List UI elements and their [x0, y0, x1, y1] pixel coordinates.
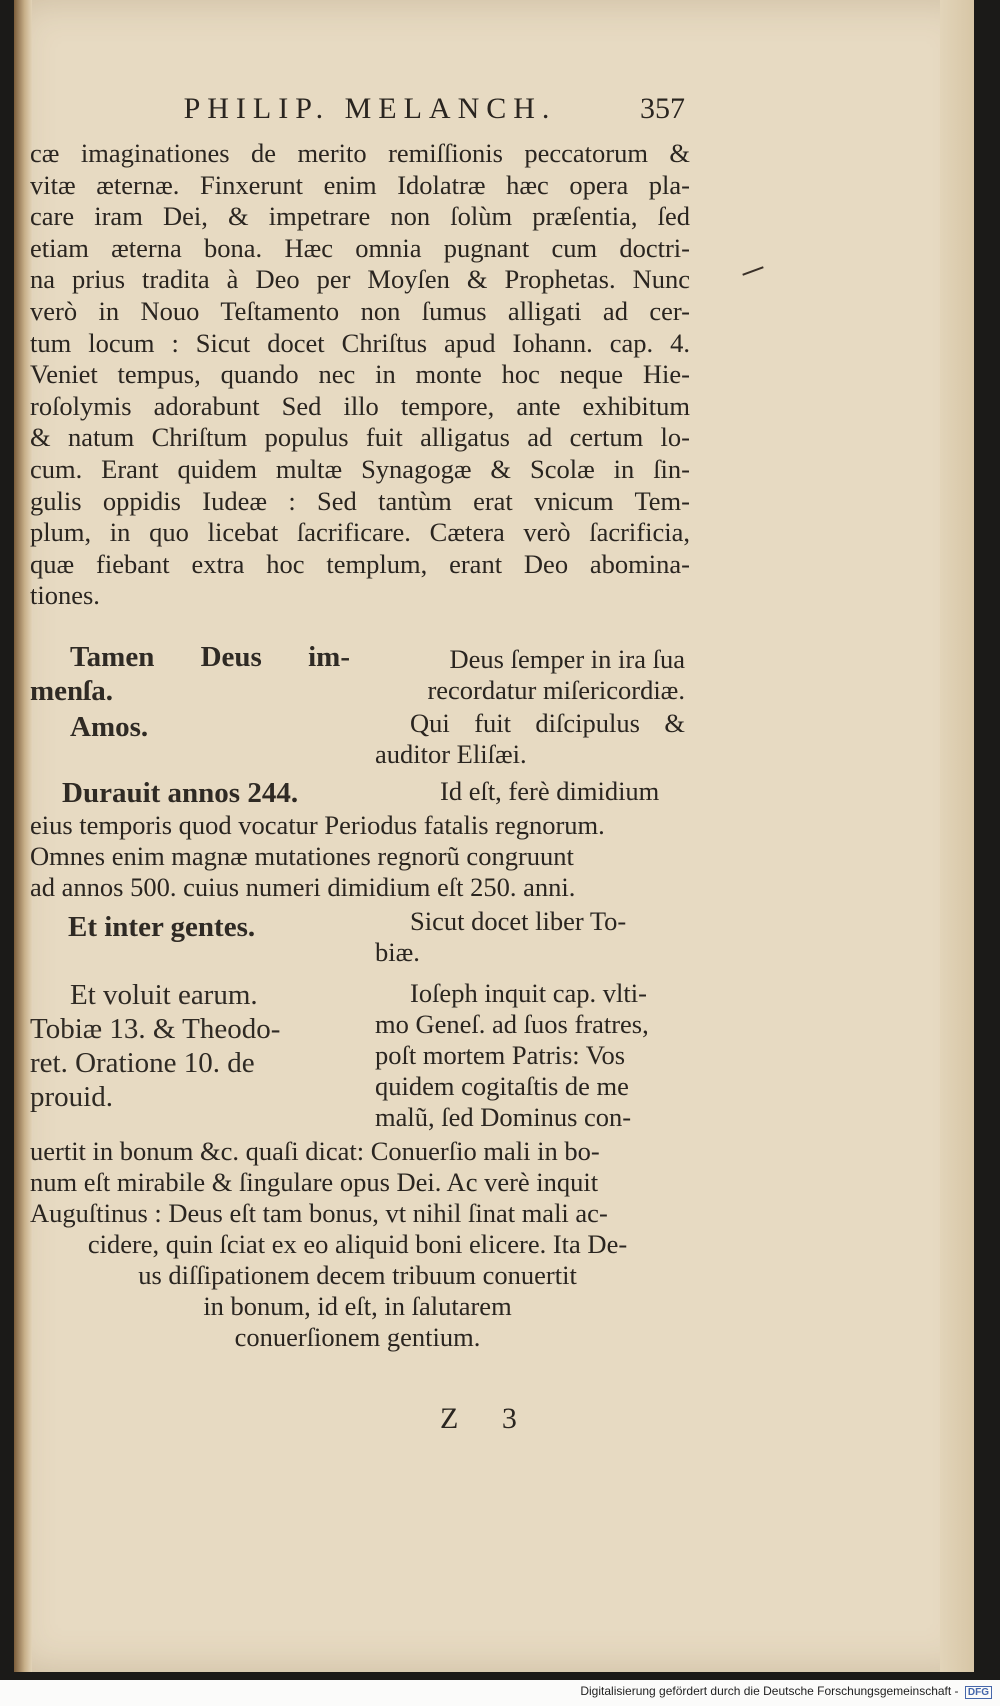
- body-line: vitæ æternæ. Finxerunt enim Idolatræ hæc opera pla-: [30, 169, 690, 200]
- leaf-edge: [940, 0, 974, 1672]
- body-line: quæ fiebant extra hoc templum, erant Deo abomina-: [30, 548, 690, 579]
- note-gloss: Deus ſemper in ira ſua recordatur miſericordiæ.: [427, 644, 685, 705]
- body-line: gulis oppidis Iudeæ : Sed tantùm erat vnicum Tem-: [30, 485, 690, 516]
- body-line: care iram Dei, & impetrare non ſolùm præſentia, ſed: [30, 201, 690, 232]
- note-gloss: Ioſeph inquit cap. vlti- mo Geneſ. ad ſuos fratres, poſt mortem Patris: Vos quidem cogitaſtis de me malũ, ſed Dominus con-: [375, 978, 649, 1132]
- running-head: PHILIP. MELANCH.: [183, 92, 557, 125]
- body-text: [30, 138, 690, 612]
- body-line: roſolymis adorabunt Sed illo tempore, ante exhibitum: [30, 390, 690, 421]
- body-line: & natum Chriſtum populus fuit alligatus ad certum lo-: [30, 422, 690, 453]
- credit-text: Digitalisierung gefördert durch die Deutsche Forschungsgemeinschaft -: [580, 1684, 959, 1698]
- body-line: Veniet tempus, quando nec in monte hoc neque Hie-: [30, 359, 690, 390]
- body-line: na prius tradita à Deo per Moyſen & Prophetas. Nunc: [30, 264, 690, 295]
- page-number: 357: [640, 92, 685, 125]
- body-line: plum, in quo licebat ſacrificare. Cætera verò ſacrificia,: [30, 517, 690, 548]
- body-line: tiones.: [30, 580, 100, 611]
- dfg-logo: DFG: [965, 1686, 992, 1699]
- note-continuation: uertit in bonum &c. quaſi dicat: Conuerſio mali in bo- num eſt mirabile & ſingulare opus Dei. Ac verè inquit Auguſtinus : Deus eſt tam bonus, vt nihil ſinat mali ac- cidere, quin ſciat ex eo aliquid boni elicere. Ita De- us diſſipationem decem tribuum conuertit in bonum, id eſt, in ſalutarem conuerſionem gentium.: [30, 1136, 628, 1352]
- signature-mark: Z 3: [440, 1402, 535, 1435]
- note-lemma: Et voluit earum. Tobiæ 13. & Theodo- ret. Oratione 10. de prouid.: [30, 979, 281, 1113]
- note-lemma: Durauit annos 244.: [62, 777, 299, 809]
- body-line: tum locum : Sicut docet Chriſtus apud Iohann. cap. 4.: [30, 327, 690, 358]
- digitization-credit: [580, 1684, 992, 1699]
- note-gloss: Qui fuit diſcipulus & auditor Eliſæi.: [375, 708, 685, 769]
- note-continuation: eius temporis quod vocatur Periodus fatalis regnorum. Omnes enim magnæ mutationes regnorũ congruunt ad annos 500. cuius numeri dimidium eſt 250. anni.: [30, 810, 605, 902]
- note-gloss: Sicut docet liber To- biæ.: [375, 906, 627, 967]
- body-line: cum. Erant quidem multæ Synagogæ & Scolæ in ſin-: [30, 453, 690, 484]
- note-gloss: Id eſt, ferè dimidium: [440, 776, 660, 806]
- body-line: verò in Nouo Teſtamento non ſumus alligati ad cer-: [30, 295, 690, 326]
- note-lemma: Amos.: [70, 711, 149, 743]
- note-lemma: Tamen Deus im- menſa.: [30, 641, 350, 707]
- body-line: etiam æterna bona. Hæc omnia pugnant cum doctri-: [30, 232, 690, 263]
- note-lemma: Et inter gentes.: [68, 911, 256, 943]
- body-line: cæ imaginationes de merito remiſſionis peccatorum &: [30, 138, 690, 168]
